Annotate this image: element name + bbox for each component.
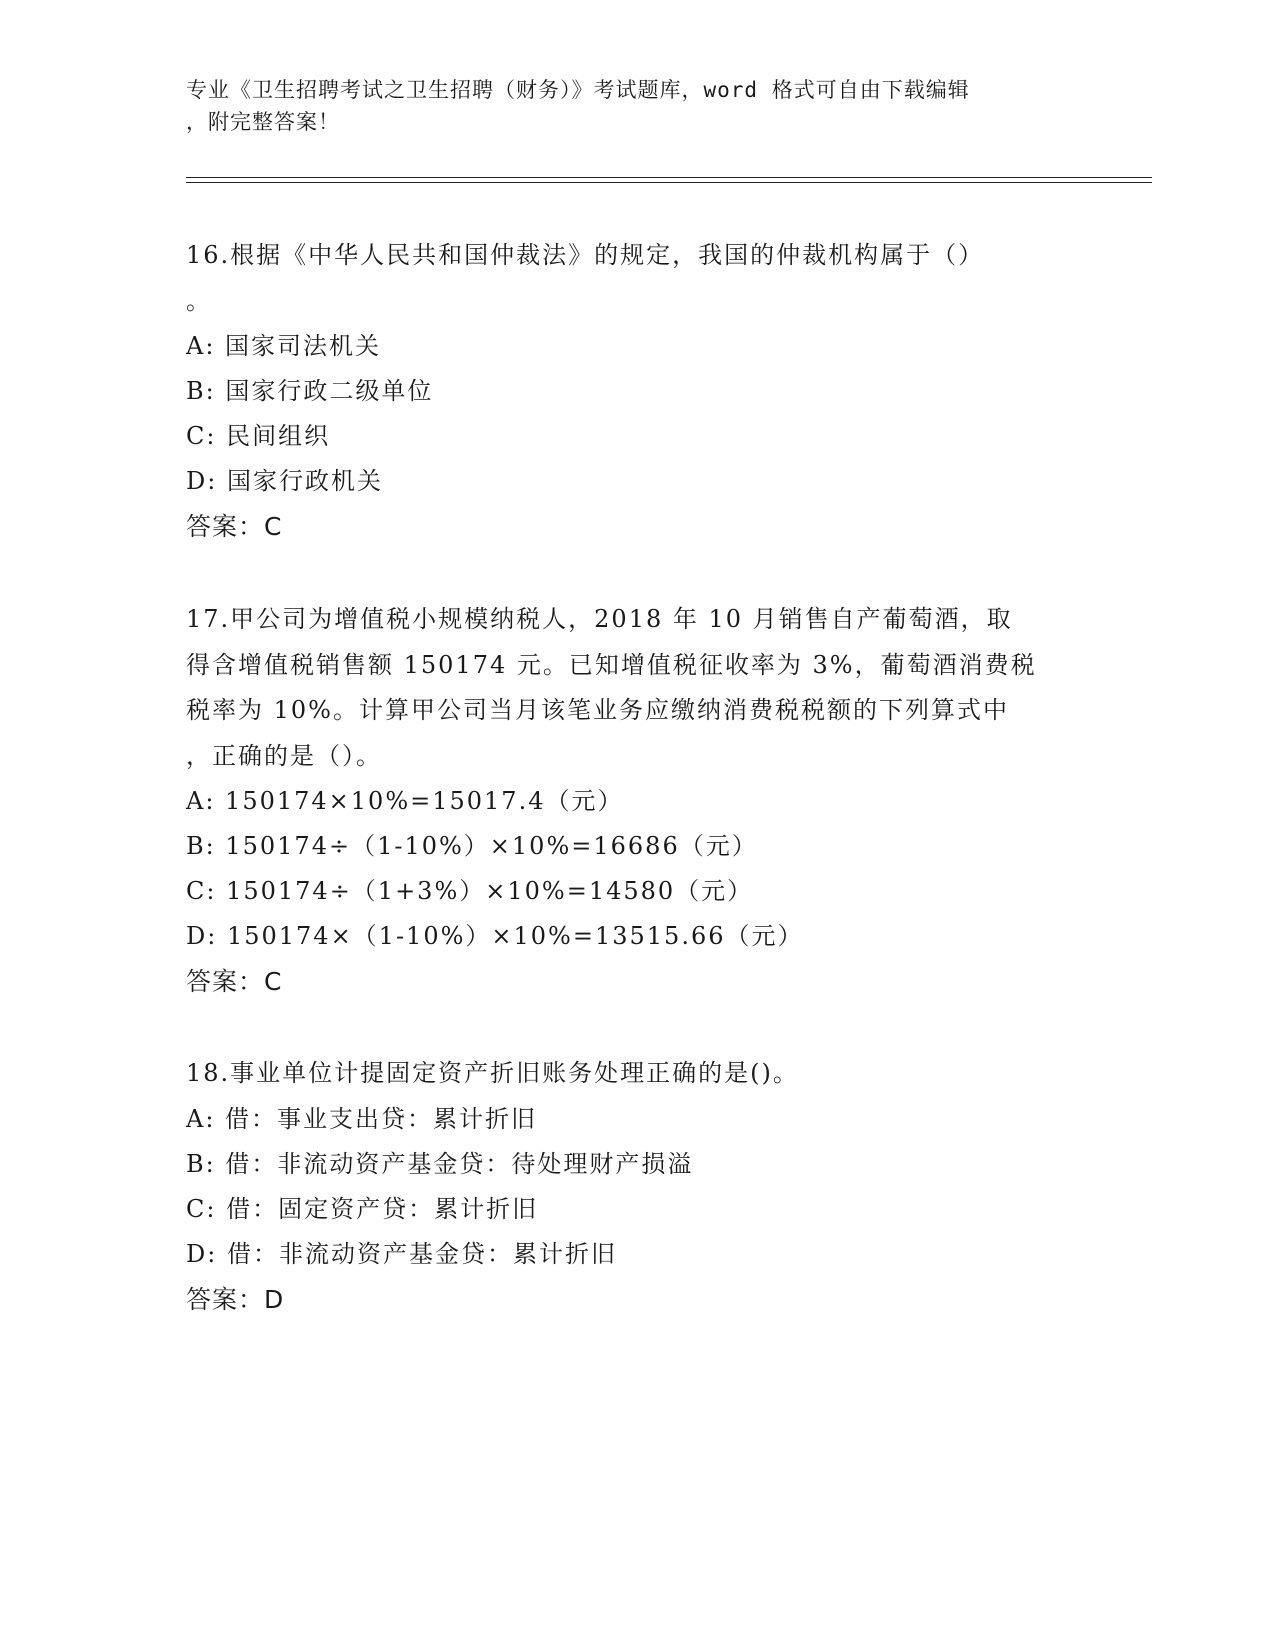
stem-line: 17.甲公司为增值税小规模纳税人，2018 年 10 月销售自产葡萄酒，取 bbox=[186, 605, 1013, 633]
option-c: C: 借：固定资产贷：累计折旧 bbox=[186, 1194, 539, 1223]
option-c: C: 150174÷（1+3%）×10%=14580（元） bbox=[186, 877, 754, 905]
option-c: C: 民间组织 bbox=[186, 422, 331, 450]
option-b: B: 借：非流动资产基金贷：待处理财产损溢 bbox=[186, 1149, 694, 1178]
stem-line: ，正确的是（）。 bbox=[186, 741, 382, 770]
document-header bbox=[186, 74, 1086, 138]
option-d: D: 借：非流动资产基金贷：累计折旧 bbox=[186, 1239, 617, 1268]
answer-label: 答案：D bbox=[186, 1284, 285, 1314]
header-line-1: 专业《卫生招聘考试之卫生招聘（财务）》考试题库，word 格式可自由下载编辑 bbox=[186, 78, 970, 102]
answer-label: 答案：C bbox=[186, 967, 283, 996]
header-divider-bottom bbox=[186, 182, 1152, 183]
question-18 bbox=[186, 1051, 1086, 1322]
stem-line: 。 bbox=[186, 286, 212, 315]
header-divider-top bbox=[186, 177, 1152, 178]
option-d: D: 150174×（1-10%）×10%=13515.66（元） bbox=[186, 922, 804, 950]
option-b: B: 150174÷（1-10%）×10%=16686（元） bbox=[186, 832, 758, 860]
option-a: A: 借：事业支出贷：累计折旧 bbox=[186, 1104, 538, 1133]
stem-line: 得含增值税销售额 150174 元。已知增值税征收率为 3%，葡萄酒消费税 bbox=[186, 650, 1037, 679]
option-a: A: 150174×10%=15017.4（元） bbox=[186, 787, 624, 815]
option-a: A: 国家司法机关 bbox=[186, 332, 382, 360]
question-stem bbox=[186, 597, 1086, 779]
question-stem bbox=[186, 233, 1086, 324]
header-line-2: ，附完整答案！ bbox=[186, 110, 340, 134]
answer-label: 答案：C bbox=[186, 512, 283, 541]
question-16 bbox=[186, 233, 1086, 549]
stem-line: 16.根据《中华人民共和国仲裁法》的规定，我国的仲裁机构属于（） bbox=[186, 241, 985, 269]
question-stem bbox=[186, 1051, 1086, 1097]
question-17 bbox=[186, 597, 1086, 1004]
option-b: B: 国家行政二级单位 bbox=[186, 377, 434, 405]
option-d: D: 国家行政机关 bbox=[186, 467, 383, 495]
stem-line: 税率为 10%。计算甲公司当月该笔业务应缴纳消费税税额的下列算式中 bbox=[186, 696, 1009, 724]
stem-line: 18.事业单位计提固定资产折旧账务处理正确的是()。 bbox=[186, 1059, 799, 1087]
